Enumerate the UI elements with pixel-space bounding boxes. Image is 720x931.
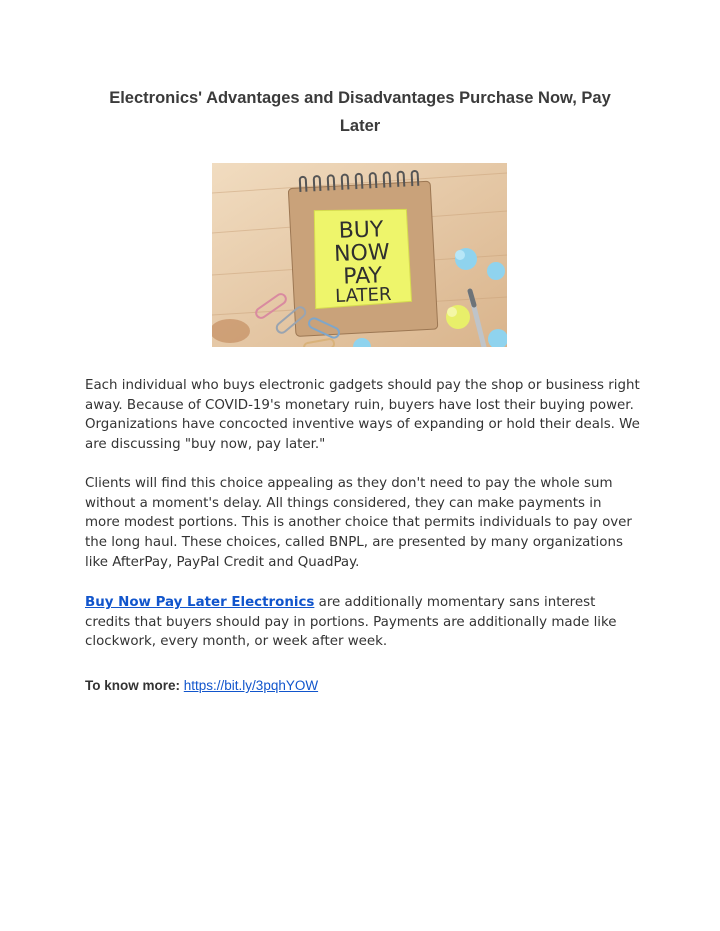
document-title — [90, 84, 630, 140]
more-info-line — [85, 676, 318, 696]
sticky-word-2: NOW — [333, 240, 391, 267]
title-line-1: Electronics' Advantages and Disadvantages Purchase Now, Pay — [109, 89, 611, 107]
photo-illustration — [212, 163, 507, 347]
sticky-note — [312, 207, 411, 308]
paragraph-3-text: are additionally momentary sans interest credits that buyers should pay in portions. Payments are additionally made like clockwork, every month, or week after week. — [85, 595, 617, 650]
sticky-word-3: PAY — [342, 263, 383, 290]
paragraph-3 — [85, 593, 640, 652]
sticky-word-4: LATER — [334, 284, 392, 307]
title-line-2: Later — [339, 117, 381, 135]
buy-now-pay-later-electronics-link[interactable]: Buy Now Pay Later Electronics — [85, 595, 315, 610]
more-info-label: To know more: — [85, 678, 181, 693]
paragraph-2: Clients will find this choice appealing as they don't need to pay the whole sum without a moment's delay. All things considered, they can make payments in more modest portions. This is another choice that permits individuals to pay over the long haul. These choices, called BNPL, are presented by many organizations like AfterPay, PayPal Credit and QuadPay. — [85, 476, 632, 570]
buy-now-pay-later-photo — [212, 163, 507, 347]
more-info-link[interactable]: https://bit.ly/3pqhYOW — [183, 678, 319, 693]
sticky-word-1: BUY — [338, 217, 384, 244]
paragraph-1: Each individual who buys electronic gadgets should pay the shop or business right away. Because of COVID-19's monetary ruin, buyers have lost their buying power. Organizations have concocted inventive ways of expanding or hold their deals. We are discussing "buy now, pay later." — [85, 378, 640, 453]
